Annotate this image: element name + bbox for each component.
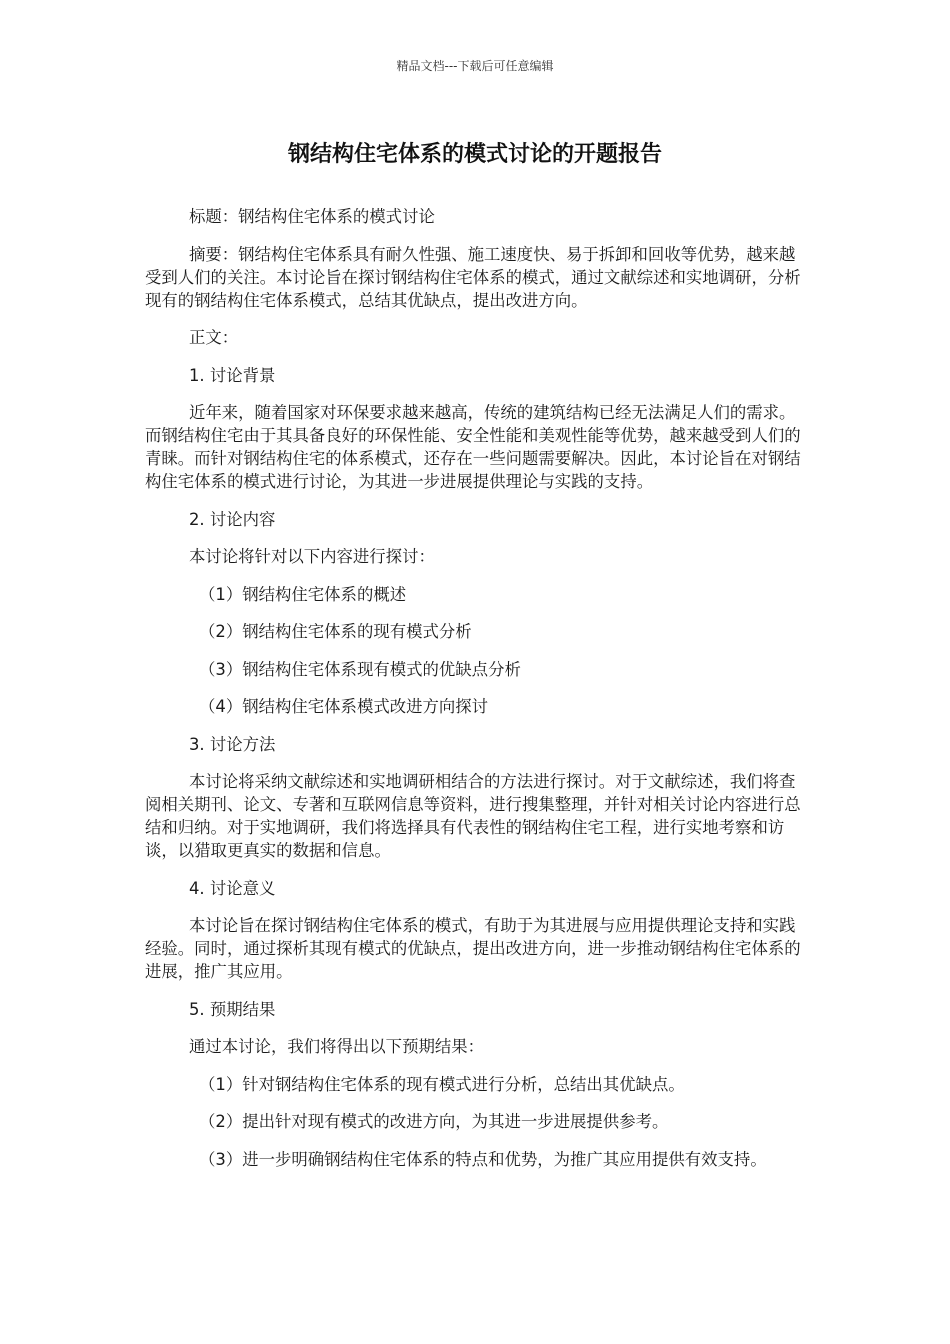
- body-label: 正文：: [189, 328, 239, 347]
- list-item: （4）钢结构住宅体系模式改进方向探讨: [199, 697, 489, 716]
- document-body: [145, 205, 805, 1171]
- list-item: （1）针对钢结构住宅体系的现有模式进行分析，总结出其优缺点。: [199, 1074, 685, 1094]
- body-paragraph: 本讨论将采纳文献综述和实地调研相结合的方法进行探讨。对于文献综述，我们将查阅相关期刊、论文、专著和互联网信息等资料，进行搜集整理，并针对相关讨论内容进行总结和归纳。对于实地调研，我们将选择具有代表性的钢结构住宅工程，进行实地考察和访谈，以猎取更真实的数据和信息。: [145, 772, 801, 860]
- section-heading: 5. 预期结果: [189, 999, 276, 1019]
- header-note: 精品文档---下载后可任意编辑: [396, 59, 554, 73]
- list-item: （2）钢结构住宅体系的现有模式分析: [199, 622, 472, 641]
- section-heading: 1. 讨论背景: [189, 365, 276, 385]
- body-paragraph: 本讨论将针对以下内容进行探讨：: [189, 547, 435, 566]
- section-heading: 4. 讨论意义: [189, 878, 276, 898]
- body-paragraph: 通过本讨论，我们将得出以下预期结果：: [189, 1037, 485, 1056]
- body-paragraph: 本讨论旨在探讨钢结构住宅体系的模式，有助于为其进展与应用提供理论支持和实践经验。同时，通过探析其现有模式的优缺点，提出改进方向，进一步推动钢结构住宅体系的进展，推广其应用。: [145, 916, 801, 981]
- list-item: （1）钢结构住宅体系的概述: [199, 584, 407, 604]
- abstract-paragraph: 摘要：钢结构住宅体系具有耐久性强、施工速度快、易于拆卸和回收等优势，越来越受到人们的关注。本讨论旨在探讨钢结构住宅体系的模式，通过文献综述和实地调研，分析现有的钢结构住宅体系模式，总结其优缺点，提出改进方向。: [145, 244, 801, 310]
- list-item: （2）提出针对现有模式的改进方向，为其进一步进展提供参考。: [199, 1112, 669, 1131]
- list-item: （3）进一步明确钢结构住宅体系的特点和优势，为推广其应用提供有效支持。: [199, 1149, 767, 1169]
- section-heading: 3. 讨论方法: [189, 734, 276, 754]
- body-paragraph: 近年来，随着国家对环保要求越来越高，传统的建筑结构已经无法满足人们的需求。而钢结构住宅由于其具备良好的环保性能、安全性能和美观性能等优势，越来越受到人们的青睐。而针对钢结构住宅的体系模式，还存在一些问题需要解决。因此，本讨论旨在对钢结构住宅体系的模式进行讨论，为其进一步进展提供理论与实践的支持。: [145, 403, 801, 491]
- subject-line: 标题：钢结构住宅体系的模式讨论: [189, 207, 435, 226]
- list-item: （3）钢结构住宅体系现有模式的优缺点分析: [199, 659, 521, 679]
- section-heading: 2. 讨论内容: [189, 509, 276, 529]
- document-title: 钢结构住宅体系的模式讨论的开题报告: [287, 142, 662, 167]
